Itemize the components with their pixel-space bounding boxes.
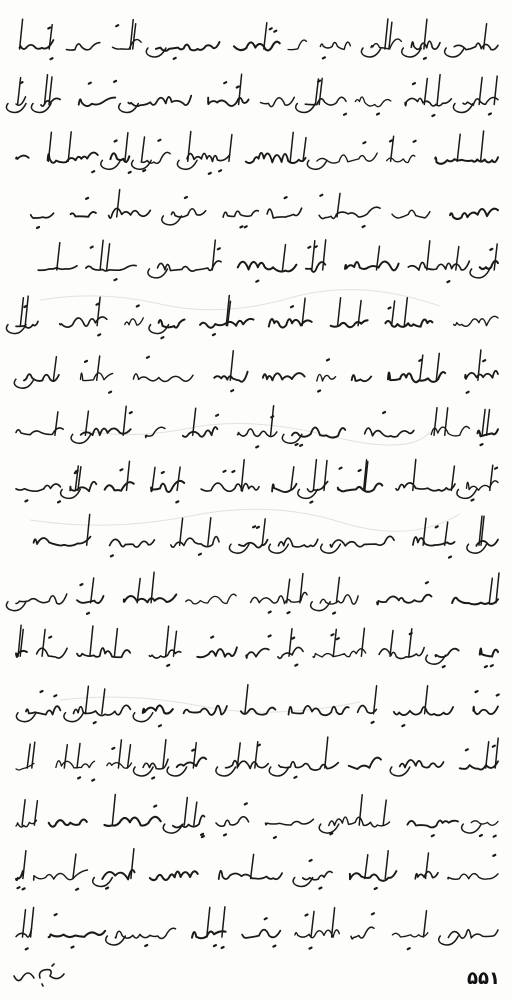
manuscript-line [8, 568, 504, 622]
handwriting-strokes [8, 346, 504, 400]
handwriting-strokes [8, 457, 504, 511]
handwriting-strokes [8, 845, 504, 899]
handwriting-strokes [8, 512, 504, 566]
handwriting-strokes [8, 568, 504, 622]
handwriting-strokes [8, 900, 504, 954]
manuscript-line [8, 457, 504, 511]
page-number: ۵۵۱ [467, 968, 500, 989]
manuscript-line [8, 14, 504, 68]
handwriting-strokes [8, 125, 504, 179]
manuscript-line [8, 900, 504, 954]
manuscript-line [8, 291, 504, 345]
manuscript-line [8, 69, 504, 123]
manuscript-line [8, 346, 504, 400]
manuscript-line [8, 402, 504, 456]
manuscript-line [8, 734, 504, 788]
handwriting-strokes [8, 180, 504, 234]
manuscript-line [8, 125, 504, 179]
manuscript-line [8, 512, 504, 566]
handwriting-strokes [8, 236, 504, 290]
handwriting-strokes [8, 734, 504, 788]
handwriting-strokes [8, 789, 504, 843]
manuscript-line [8, 845, 504, 899]
catchword [12, 960, 72, 990]
manuscript-line [8, 236, 504, 290]
handwriting-strokes [8, 623, 504, 677]
handwriting-strokes [8, 679, 504, 733]
handwriting-strokes [8, 69, 504, 123]
handwriting-strokes [8, 402, 504, 456]
handwriting-strokes [8, 291, 504, 345]
text-block [8, 14, 504, 954]
manuscript-line [8, 789, 504, 843]
manuscript-line [8, 623, 504, 677]
manuscript-line [8, 180, 504, 234]
manuscript-line [8, 679, 504, 733]
handwriting-strokes [8, 14, 504, 68]
